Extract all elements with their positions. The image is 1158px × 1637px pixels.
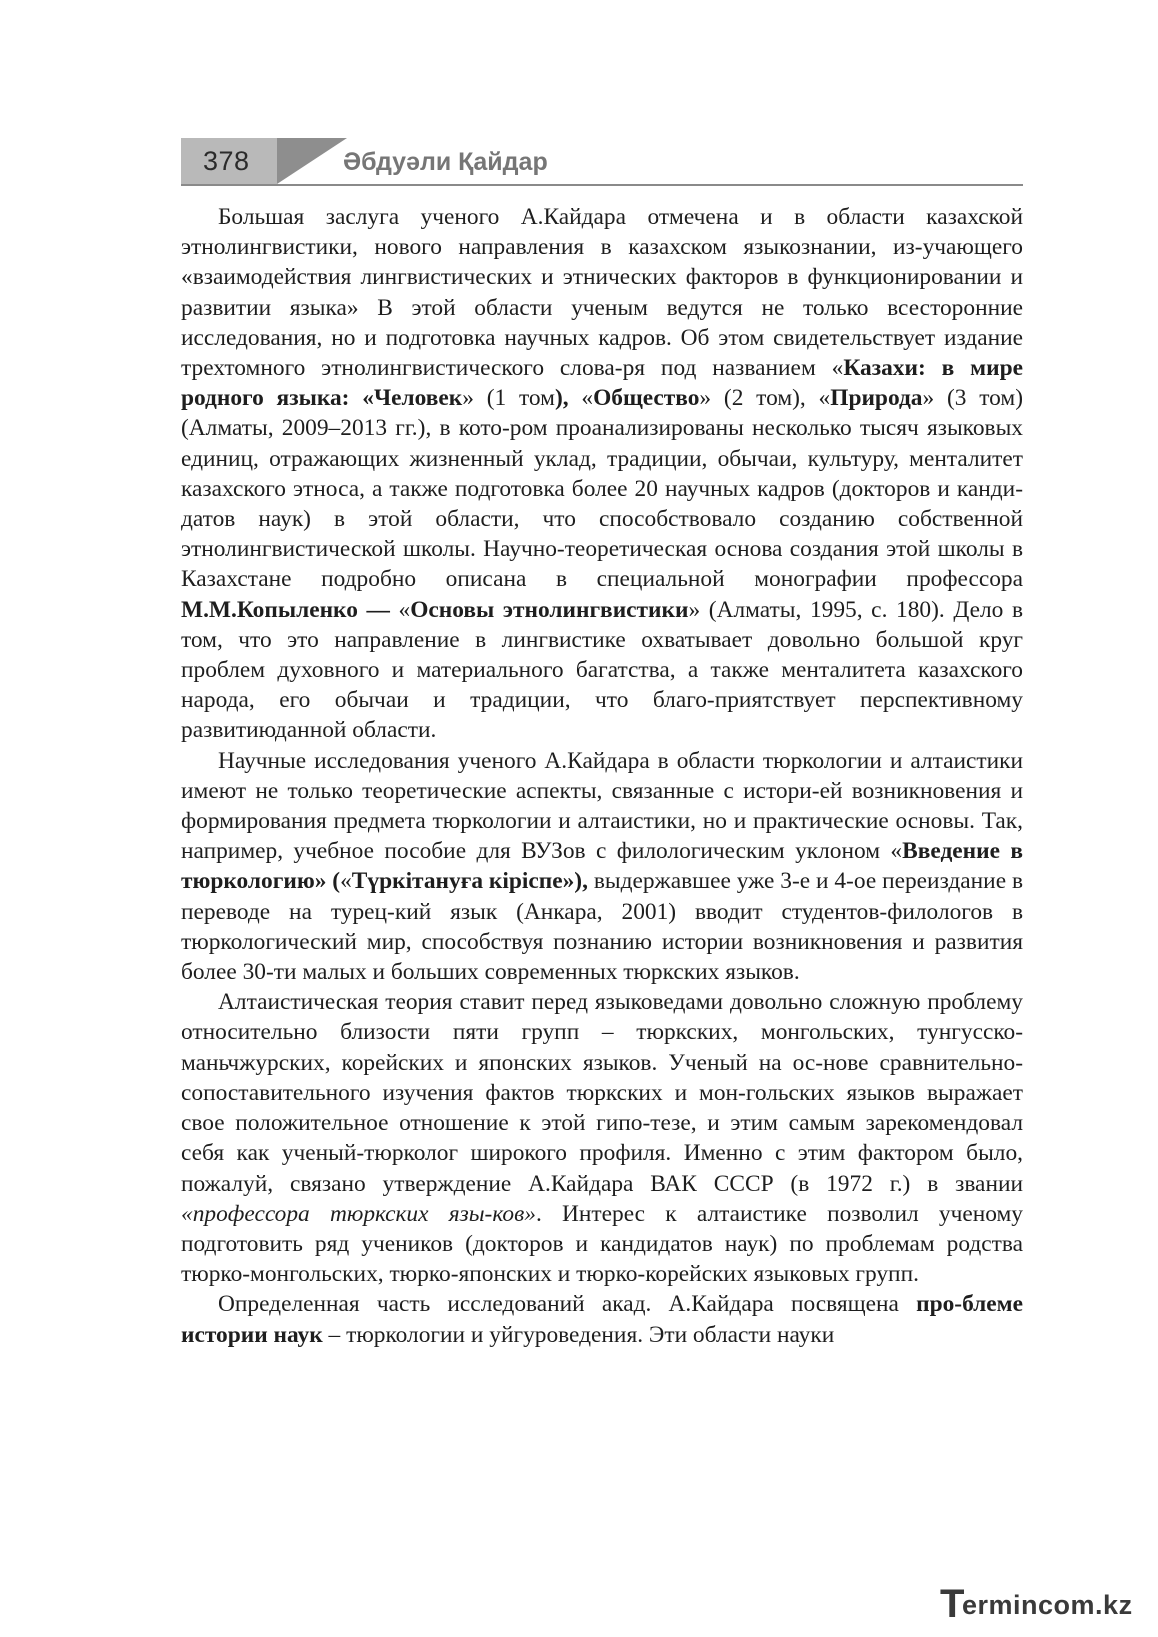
text-run: Определенная часть исследований акад. А.Кайдара посвящена <box>218 1291 917 1318</box>
paragraph-4 <box>181 1289 1023 1349</box>
text-run: « <box>398 596 411 623</box>
text-run: Алтаистическая теория ставит перед языковедами довольно сложную проблему относительно близости пяти групп – тюркских, монгольских, тунгусско-маньчжурских, корейских и японских языков. Ученый на ос-нове сравнительно-сопоставительного изучения фактов тюркских и мон-гольских языков выражает свое положительное отношение к этой гипо-тезе, и этим самым зарекомендовал себя как ученый-тюрколог широкого профиля. Именно с этим фактором было, пожалуй, связано утверждение А.Кайдара ВАК СССР (в 1972 г.) в звании <box>181 989 1023 1197</box>
text-run: выдержавшее уже 3-е и 4-ое переиздание в переводе на турец-кий язык (Анкара, 2001) вводит студентов-филологов в тюркологический мир, способствуя познанию истории возникновения и развития более 30-ти малых и больших современных тюркских языков. <box>181 868 1023 986</box>
page-header <box>181 138 1023 186</box>
bold-run: Основы этнолингвистики <box>410 596 689 623</box>
body-text <box>181 202 1023 1350</box>
bold-run: про-блеме истории наук <box>181 1291 1023 1348</box>
bold-run: Общество <box>593 385 700 412</box>
paragraph-1 <box>181 202 1023 746</box>
header-rule <box>181 184 1023 186</box>
text-run: – тюркологии и уйгуроведения. Эти области науки <box>322 1321 835 1348</box>
text-run: « <box>340 868 352 895</box>
bold-run: М.М.Копыленко — <box>181 596 399 623</box>
watermark-text <box>962 1590 1133 1621</box>
italic-run: «профессора тюркских язы-ков» <box>181 1200 536 1227</box>
magnifier-icon: o <box>1053 1590 1071 1620</box>
running-title: Әбдуәли Қайдар <box>343 148 548 176</box>
bold-run: Түркітануға кіріспе»), <box>351 868 588 895</box>
watermark-initial: T <box>940 1582 965 1626</box>
text-run: « <box>568 385 594 412</box>
page-number: 378 <box>203 146 250 176</box>
watermark-logo <box>940 1584 1150 1628</box>
text-run: » (Алматы, 1995, с. 180). Дело в том, что это направление в лингвистике охватывает довольно большой круг проблем духовного и материального багатства, а также менталитета казахского народа, его обычаи и традиции, что благо-приятствует перспективному развитиюданной области. <box>181 596 1023 744</box>
paragraph-3 <box>181 987 1023 1289</box>
page-number-tab <box>181 138 277 184</box>
header-tab-arrow <box>277 138 347 184</box>
text-run: » (1 том <box>462 385 555 412</box>
bold-run: Природа <box>830 385 923 412</box>
text-run: Большая заслуга ученого А.Кайдара отмечена и в области казахской этнолингвистики, нового направления в казахском языкознании, из-учающего «взаимодействия лингвистических и этнических факторов в функционировании и развитии языка» В этой области ученым ведутся не только всесторонние исследования, но и подготовка научных кадров. Об этом свидетельствует издание трехтомного этнолингвистического слова-ря под названием « <box>181 204 1023 382</box>
watermark-part: erminc <box>962 1590 1054 1620</box>
bold-run: Введение в тюркологию» ( <box>181 838 1023 895</box>
text-run: . Интерес к алтаистике позволил ученому подготовить ряд учеников (докторов и кандидатов наук) по проблемам родства тюрко-монгольских, тюрко-японских и тюрко-корейских языковых групп. <box>181 1200 1023 1288</box>
text-run: » (3 том) (Алматы, 2009–2013 гг.), в кото-ром проанализированы несколько тысяч языковых единиц, отражающих жизненный уклад, традиции, обычаи, культуру, менталитет казахского этноса, а также подготовка более 20 научных кадров (докторов и канди-датов наук) в этой области, что способствовало созданию собственной этнолингвистической школы. Научно-теоретическая основа создания этой школы в Казахстане подробно описана в специальной монографии профессора <box>181 385 1023 593</box>
watermark-part: m.kz <box>1070 1590 1133 1620</box>
text-run: Научные исследования ученого А.Кайдара в области тюркологии и алтаистики имеют не только теоретические аспекты, связанные с истори-ей возникновения и формирования предмета тюркологии и алтаистики, но и практические основы. Так, например, учебное пособие для ВУЗов с филологическим уклоном « <box>181 747 1023 865</box>
text-run: » (2 том), « <box>699 385 831 412</box>
paragraph-2 <box>181 746 1023 988</box>
bold-run: ), <box>554 385 569 412</box>
bold-run: Казахи: в мире родного языка: «Человек <box>181 355 1023 412</box>
